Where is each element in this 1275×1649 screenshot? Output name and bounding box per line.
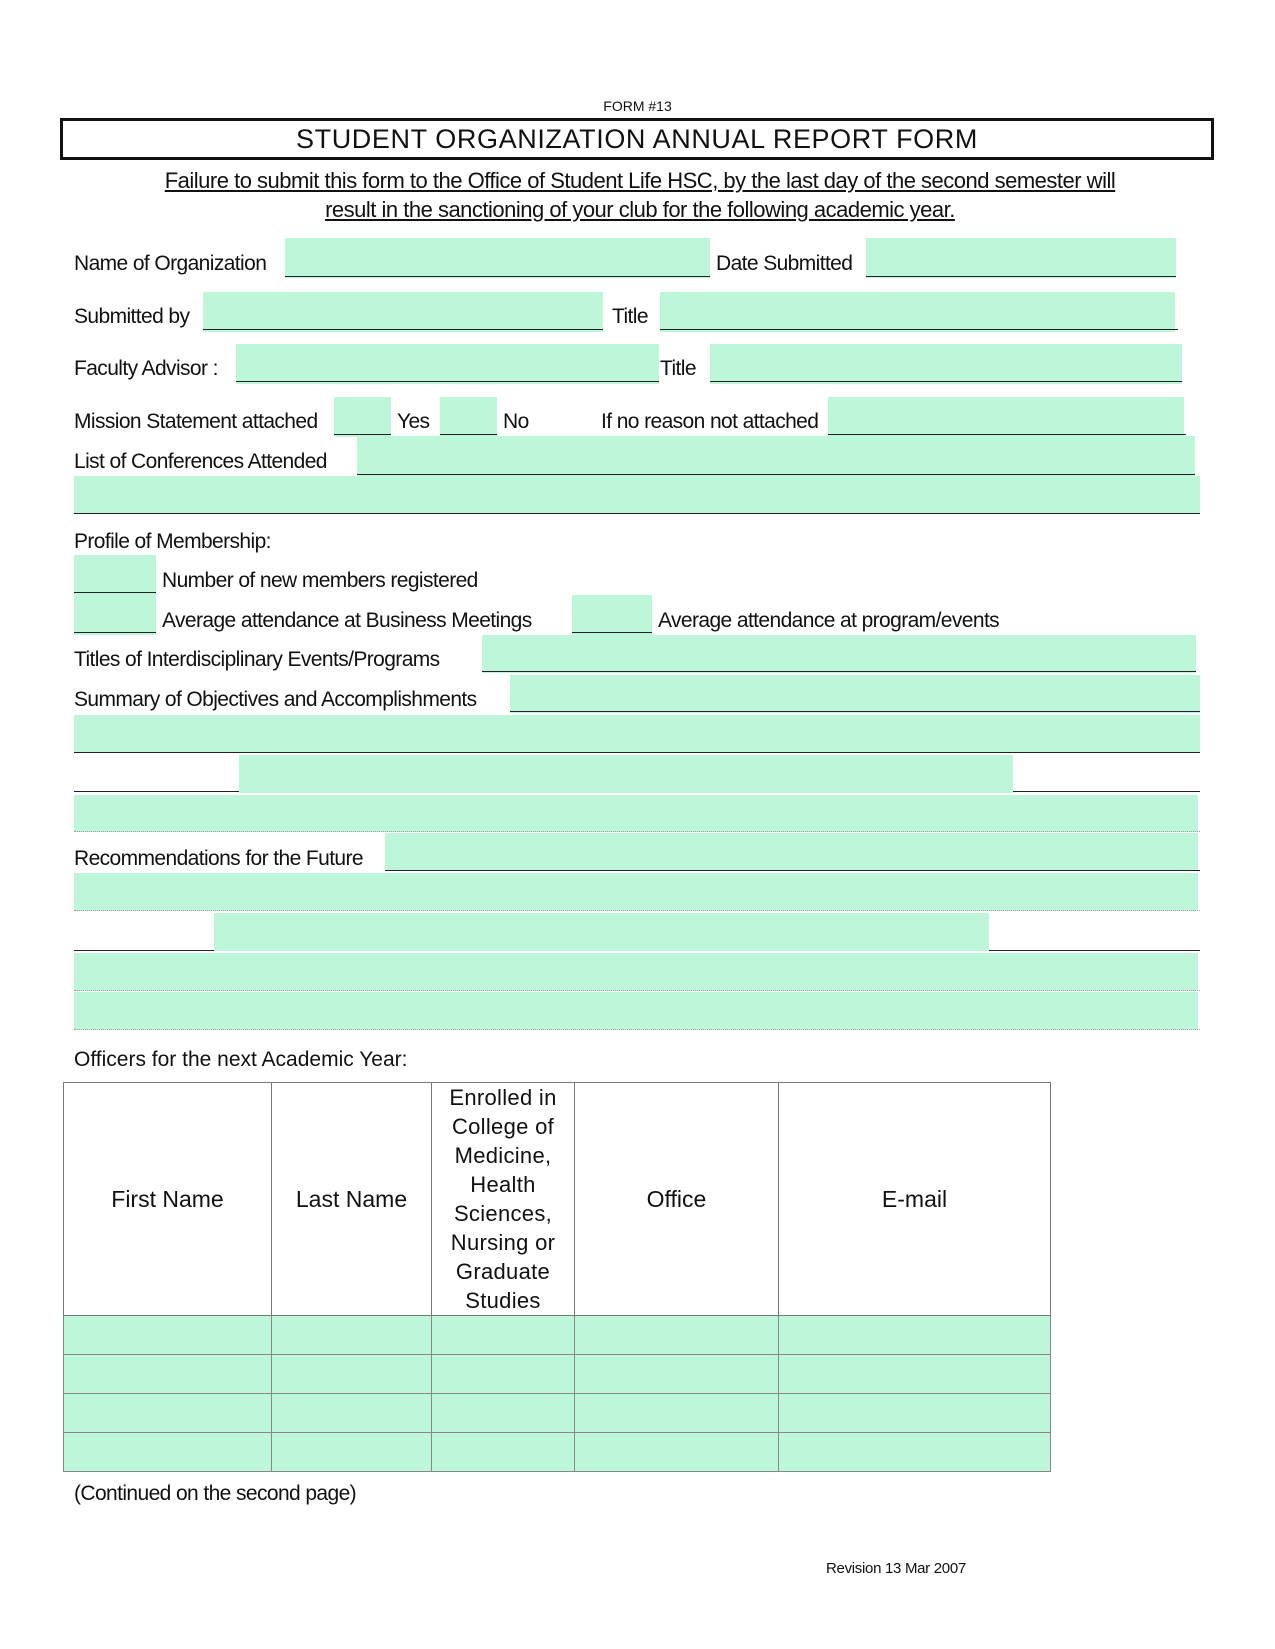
- email-cell[interactable]: [779, 1316, 1051, 1355]
- no-reason-field[interactable]: [828, 397, 1184, 437]
- office-cell[interactable]: [575, 1433, 779, 1472]
- last-name-cell[interactable]: [272, 1433, 432, 1472]
- first-name-cell[interactable]: [64, 1316, 272, 1355]
- header-last-name: Last Name: [272, 1083, 432, 1316]
- title-label-2: Title: [660, 357, 696, 380]
- first-name-cell[interactable]: [64, 1355, 272, 1394]
- summary-field-3[interactable]: [239, 755, 1013, 793]
- conferences-underline-1: [357, 474, 1195, 475]
- org-name-underline: [285, 276, 710, 277]
- continued-note: (Continued on the second page): [74, 1482, 357, 1505]
- advisor-title-underline: [710, 381, 1182, 382]
- org-name-field[interactable]: [285, 238, 710, 278]
- submitted-by-field[interactable]: [203, 292, 603, 332]
- no-reason-underline: [828, 434, 1186, 435]
- email-cell[interactable]: [779, 1394, 1051, 1433]
- recommendations-underline-4: [74, 990, 1200, 991]
- avg-program-field[interactable]: [572, 595, 652, 635]
- no-label: No: [503, 410, 529, 433]
- recommendations-field-5[interactable]: [74, 992, 1198, 1030]
- office-cell[interactable]: [575, 1355, 779, 1394]
- office-cell[interactable]: [575, 1394, 779, 1433]
- table-row: [64, 1433, 1051, 1472]
- table-row: [64, 1394, 1051, 1433]
- interdisciplinary-label: Titles of Interdisciplinary Events/Programs: [74, 648, 440, 671]
- officers-table: [63, 1082, 1051, 1472]
- first-name-cell[interactable]: [64, 1394, 272, 1433]
- mission-yes-underline: [334, 434, 391, 435]
- enrolled-cell[interactable]: [432, 1355, 575, 1394]
- conferences-field-2[interactable]: [74, 476, 1200, 514]
- enrolled-cell[interactable]: [432, 1433, 575, 1472]
- recommendations-field-4[interactable]: [74, 953, 1198, 991]
- office-cell[interactable]: [575, 1316, 779, 1355]
- avg-business-underline: [74, 632, 156, 633]
- mission-no-underline: [440, 434, 497, 435]
- summary-field-4[interactable]: [74, 795, 1198, 832]
- enrolled-cell[interactable]: [432, 1316, 575, 1355]
- avg-program-underline: [572, 632, 652, 633]
- submitted-by-label: Submitted by: [74, 305, 190, 328]
- recommendations-underline-2: [74, 910, 1200, 911]
- recommendations-field-2[interactable]: [74, 873, 1198, 911]
- avg-program-label: Average attendance at program/events: [658, 609, 1000, 632]
- faculty-advisor-label: Faculty Advisor :: [74, 357, 218, 380]
- no-reason-label: If no reason not attached: [601, 410, 819, 433]
- submitter-title-underline: [660, 329, 1178, 330]
- first-name-cell[interactable]: [64, 1433, 272, 1472]
- membership-label: Profile of Membership:: [74, 530, 271, 553]
- recommendations-underline-1: [385, 870, 1200, 871]
- enrolled-cell[interactable]: [432, 1394, 575, 1433]
- conferences-field-1[interactable]: [357, 436, 1195, 476]
- last-name-cell[interactable]: [272, 1355, 432, 1394]
- email-cell[interactable]: [779, 1355, 1051, 1394]
- conferences-underline-2: [74, 513, 1200, 514]
- mission-statement-label: Mission Statement attached: [74, 410, 318, 433]
- submission-warning: [80, 166, 1200, 224]
- summary-underline-2: [74, 752, 1200, 753]
- new-members-label: Number of new members registered: [162, 569, 478, 592]
- summary-label: Summary of Objectives and Accomplishments: [74, 688, 477, 711]
- form-title: STUDENT ORGANIZATION ANNUAL REPORT FORM: [60, 118, 1214, 160]
- mission-no-field[interactable]: [440, 397, 497, 437]
- header-email: E-mail: [779, 1083, 1051, 1316]
- table-row: [64, 1355, 1051, 1394]
- officers-header-row: [64, 1083, 1051, 1316]
- header-first-name: First Name: [64, 1083, 272, 1316]
- recommendations-field-3[interactable]: [214, 913, 989, 951]
- advisor-title-field[interactable]: [710, 344, 1182, 384]
- warning-line-2: result in the sanctioning of your club for the following academic year.: [325, 197, 955, 222]
- new-members-field[interactable]: [74, 555, 156, 595]
- recommendations-underline-5: [74, 1029, 1200, 1030]
- faculty-advisor-field[interactable]: [236, 344, 659, 384]
- submitted-by-underline: [203, 329, 603, 330]
- new-members-underline: [74, 592, 156, 593]
- officers-label: Officers for the next Academic Year:: [74, 1048, 408, 1071]
- warning-line-1: Failure to submit this form to the Office of Student Life HSC, by the last day of the second semester will: [164, 168, 1116, 193]
- summary-underline-1: [510, 711, 1200, 712]
- avg-business-field[interactable]: [74, 595, 156, 635]
- recommendations-field-1[interactable]: [385, 833, 1198, 871]
- avg-business-label: Average attendance at Business Meetings: [162, 609, 532, 632]
- interdisciplinary-underline: [482, 671, 1196, 672]
- date-submitted-field[interactable]: [866, 238, 1176, 278]
- header-office: Office: [575, 1083, 779, 1316]
- date-submitted-label: Date Submitted: [716, 252, 853, 275]
- summary-field-2[interactable]: [74, 715, 1200, 753]
- title-label-1: Title: [612, 305, 648, 328]
- summary-underline-3a: [74, 791, 239, 792]
- conferences-label: List of Conferences Attended: [74, 450, 327, 473]
- recommendations-underline-3a: [74, 950, 214, 951]
- header-enrolled: Enrolled in College of Medicine, Health Sciences, Nursing or Graduate Studies: [432, 1083, 575, 1316]
- submitter-title-field[interactable]: [660, 292, 1175, 332]
- last-name-cell[interactable]: [272, 1316, 432, 1355]
- summary-underline-3b: [1013, 791, 1200, 792]
- mission-yes-field[interactable]: [334, 397, 391, 437]
- form-number: FORM #13: [603, 98, 672, 114]
- recommendations-label: Recommendations for the Future: [74, 847, 363, 870]
- date-submitted-underline: [866, 276, 1176, 277]
- summary-field-1[interactable]: [510, 675, 1200, 713]
- interdisciplinary-field[interactable]: [482, 635, 1196, 673]
- summary-underline-4: [74, 831, 1200, 832]
- table-row: [64, 1316, 1051, 1355]
- yes-label: Yes: [397, 410, 430, 433]
- faculty-advisor-underline: [236, 381, 659, 382]
- org-name-label: Name of Organization: [74, 252, 267, 275]
- last-name-cell[interactable]: [272, 1394, 432, 1433]
- email-cell[interactable]: [779, 1433, 1051, 1472]
- recommendations-underline-3b: [989, 950, 1200, 951]
- revision-note: Revision 13 Mar 2007: [826, 1560, 966, 1577]
